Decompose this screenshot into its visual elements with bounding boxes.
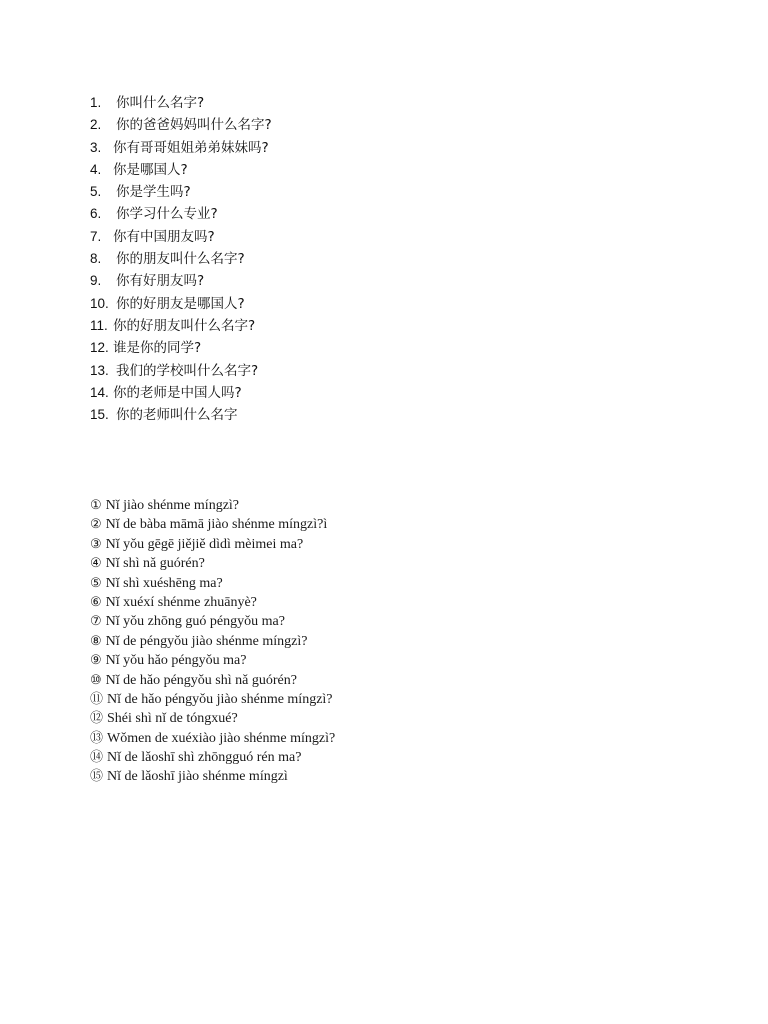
- chinese-question-item: [90, 337, 690, 359]
- question-text: 你有好朋友吗?: [116, 273, 205, 290]
- circled-number: ⑭: [90, 750, 104, 766]
- question-number: 7.: [90, 228, 102, 244]
- circled-number: ④: [90, 556, 102, 572]
- circled-number: ⑮: [90, 769, 104, 785]
- chinese-question-item: [90, 114, 690, 136]
- circled-number: ⑨: [90, 653, 102, 669]
- circled-number: ⑪: [90, 691, 104, 707]
- question-text: 你的朋友叫什么名字?: [116, 251, 245, 268]
- pinyin-text: Wǒmen de xuéxiào jiào shénme míngzì?: [107, 730, 336, 746]
- chinese-question-item: [90, 315, 690, 337]
- pinyin-question-item: [90, 729, 710, 748]
- question-number: 15.: [90, 407, 109, 423]
- pinyin-question-item: [90, 554, 710, 573]
- pinyin-text: Nǐ xuéxí shénme zhuānyè?: [105, 594, 257, 610]
- pinyin-question-list: [90, 496, 710, 787]
- chinese-question-item: [90, 248, 690, 270]
- circled-number: ⑩: [90, 672, 102, 688]
- question-number: 14.: [90, 384, 109, 400]
- pinyin-text: Nǐ de lǎoshī shì zhōngguó rén ma?: [107, 750, 302, 766]
- circled-number: ⑤: [90, 575, 102, 591]
- pinyin-text: Nǐ jiào shénme míngzì?: [105, 498, 240, 513]
- question-number: 13.: [90, 362, 109, 378]
- question-text: 你的老师是中国人吗?: [113, 384, 242, 401]
- chinese-question-item: [90, 181, 690, 203]
- pinyin-text: Nǐ de hǎo péngyǒu jiào shénme míngzì?: [107, 691, 333, 707]
- question-text: 你的老师叫什么名字: [116, 407, 238, 424]
- pinyin-text: Nǐ de bàba māmā jiào shénme míngzì?ì: [105, 517, 328, 533]
- pinyin-question-item: [90, 651, 710, 670]
- pinyin-question-item: [90, 709, 710, 728]
- question-number: 5.: [90, 184, 102, 200]
- pinyin-question-item: [90, 535, 710, 554]
- pinyin-question-item: [90, 612, 710, 631]
- pinyin-question-item: [90, 515, 710, 534]
- question-text: 你叫什么名字?: [116, 95, 205, 111]
- chinese-question-item: [90, 203, 690, 225]
- chinese-question-item: [90, 382, 690, 404]
- circled-number: ⑫: [90, 711, 104, 727]
- question-number: 10.: [90, 295, 109, 311]
- question-number: 3.: [90, 139, 102, 155]
- question-number: 8.: [90, 251, 102, 267]
- chinese-question-item: [90, 360, 690, 382]
- chinese-question-item: [90, 92, 690, 114]
- question-number: 9.: [90, 273, 102, 289]
- chinese-question-item: [90, 137, 690, 159]
- pinyin-text: Shéi shì nǐ de tóngxué?: [107, 711, 238, 727]
- chinese-question-item: [90, 270, 690, 292]
- question-text: 你学习什么专业?: [116, 206, 218, 223]
- question-text: 我们的学校叫什么名字?: [116, 362, 259, 379]
- pinyin-question-item: [90, 748, 710, 767]
- chinese-question-item: [90, 293, 690, 315]
- pinyin-text: Nǐ de lǎoshī jiào shénme míngzì: [107, 769, 288, 785]
- circled-number: ⑥: [90, 594, 102, 610]
- question-text: 你是学生吗?: [116, 184, 191, 201]
- question-text: 你的爸爸妈妈叫什么名字?: [116, 117, 272, 134]
- pinyin-question-item: [90, 496, 710, 515]
- pinyin-question-item: [90, 767, 710, 786]
- pinyin-question-item: [90, 690, 710, 709]
- question-text: 你的好朋友是哪国人?: [116, 295, 245, 312]
- circled-number: ⑦: [90, 614, 102, 630]
- pinyin-text: Nǐ yǒu zhōng guó péngyǒu ma?: [105, 614, 285, 630]
- chinese-question-item: [90, 226, 690, 248]
- chinese-question-list: [90, 92, 690, 426]
- chinese-question-item: [90, 404, 690, 426]
- pinyin-text: Nǐ yǒu gēgē jiějiě dìdì mèimei ma?: [105, 536, 304, 552]
- pinyin-text: Nǐ de hǎo péngyǒu shì nǎ guórén?: [105, 672, 297, 688]
- circled-number: ②: [90, 517, 102, 533]
- question-number: 11.: [90, 317, 108, 333]
- chinese-question-item: [90, 159, 690, 181]
- pinyin-question-item: [90, 671, 710, 690]
- question-number: 1.: [90, 95, 102, 110]
- question-text: 你是哪国人?: [113, 161, 188, 178]
- question-number: 2.: [90, 117, 102, 133]
- pinyin-text: Nǐ shì xuéshēng ma?: [105, 575, 223, 591]
- circled-number: ⑧: [90, 633, 102, 649]
- question-text: 你有哥哥姐姐弟弟妹妹吗?: [113, 139, 269, 156]
- question-text: 你的好朋友叫什么名字?: [113, 317, 256, 334]
- question-number: 4.: [90, 161, 102, 177]
- question-text: 谁是你的同学?: [113, 340, 202, 357]
- pinyin-question-item: [90, 574, 710, 593]
- pinyin-text: Nǐ shì nǎ guórén?: [105, 556, 205, 572]
- circled-number: ⑬: [90, 730, 104, 746]
- question-number: 12.: [90, 340, 109, 356]
- circled-number: ①: [90, 498, 102, 513]
- question-number: 6.: [90, 206, 102, 222]
- pinyin-question-item: [90, 632, 710, 651]
- pinyin-text: Nǐ de péngyǒu jiào shénme míngzì?: [105, 633, 308, 649]
- circled-number: ③: [90, 536, 102, 552]
- pinyin-text: Nǐ yǒu hǎo péngyǒu ma?: [105, 653, 247, 669]
- question-text: 你有中国朋友吗?: [113, 228, 215, 245]
- pinyin-question-item: [90, 593, 710, 612]
